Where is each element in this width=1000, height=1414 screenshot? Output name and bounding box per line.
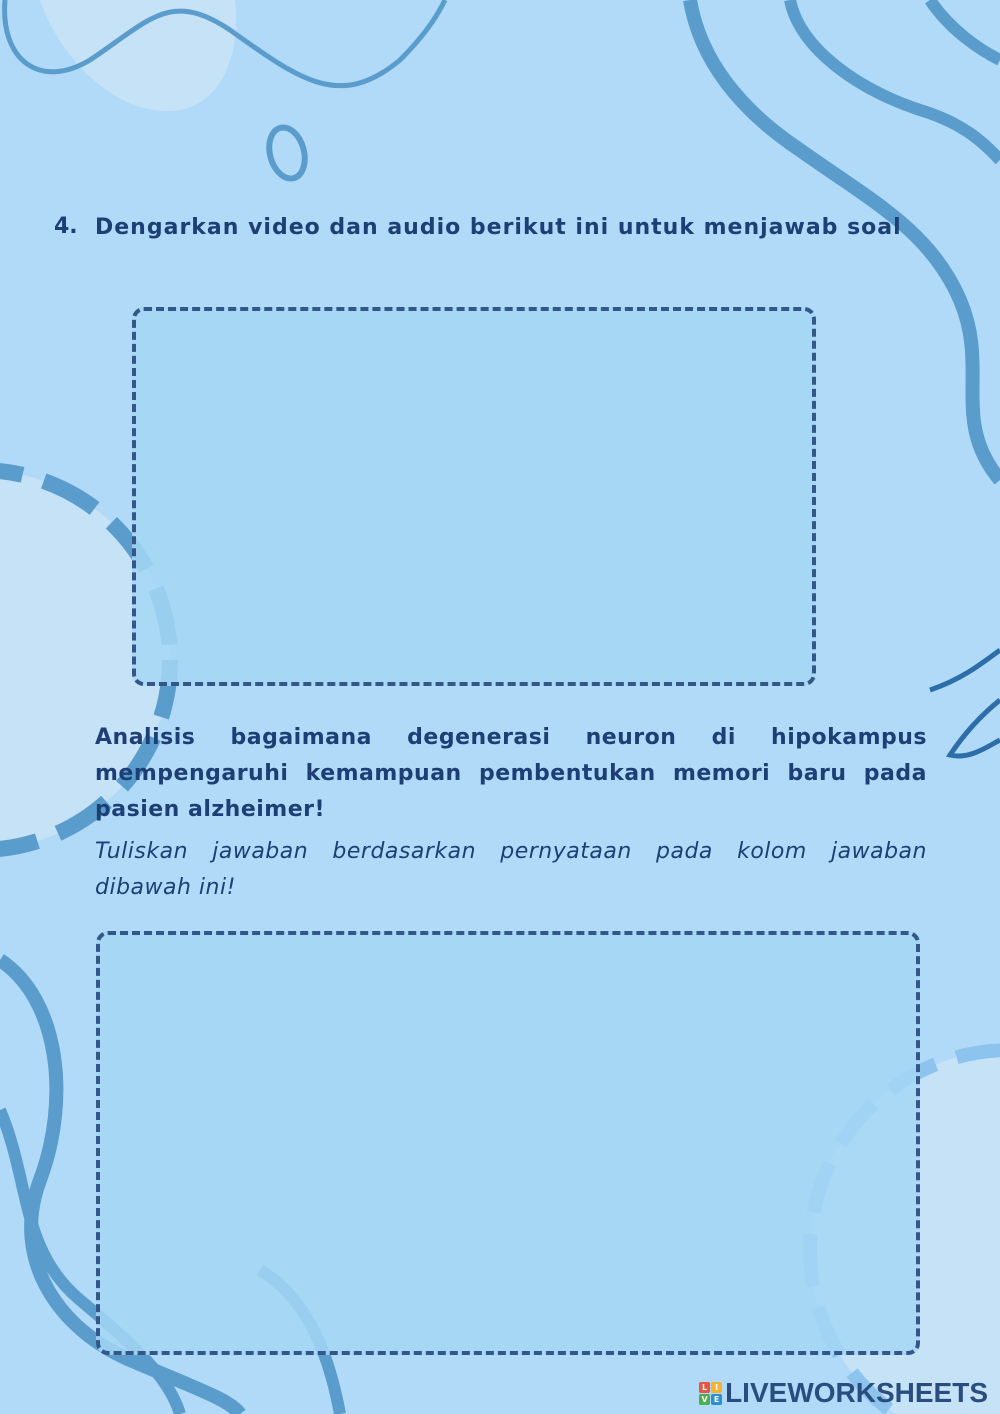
liveworksheets-logo [699, 1378, 988, 1408]
brand-mark-letter-i: I [711, 1382, 722, 1393]
answer-input[interactable] [118, 953, 902, 1337]
media-player-placeholder[interactable] [132, 307, 816, 686]
question-prompt: Analisis bagaimana degenerasi neuron di hipokampus mempengaruhi kemampuan pembentukan memori baru pada pasien alzheimer! [95, 725, 927, 822]
question-instruction: Dengarkan video dan audio berikut ini untuk menjawab soal [95, 215, 902, 240]
brand-mark-letter-l: L [699, 1382, 710, 1393]
brand-mark-letter-v: V [699, 1394, 710, 1405]
brand-mark-letter-e: E [711, 1394, 722, 1405]
brand-name: LIVEWORKSHEETS [725, 1377, 988, 1408]
answer-hint: Tuliskan jawaban berdasarkan pernyataan pada kolom jawaban dibawah ini! [95, 839, 927, 900]
answer-box [96, 931, 920, 1355]
brand-mark-icon [699, 1382, 722, 1405]
question-number: 4. [54, 214, 78, 239]
